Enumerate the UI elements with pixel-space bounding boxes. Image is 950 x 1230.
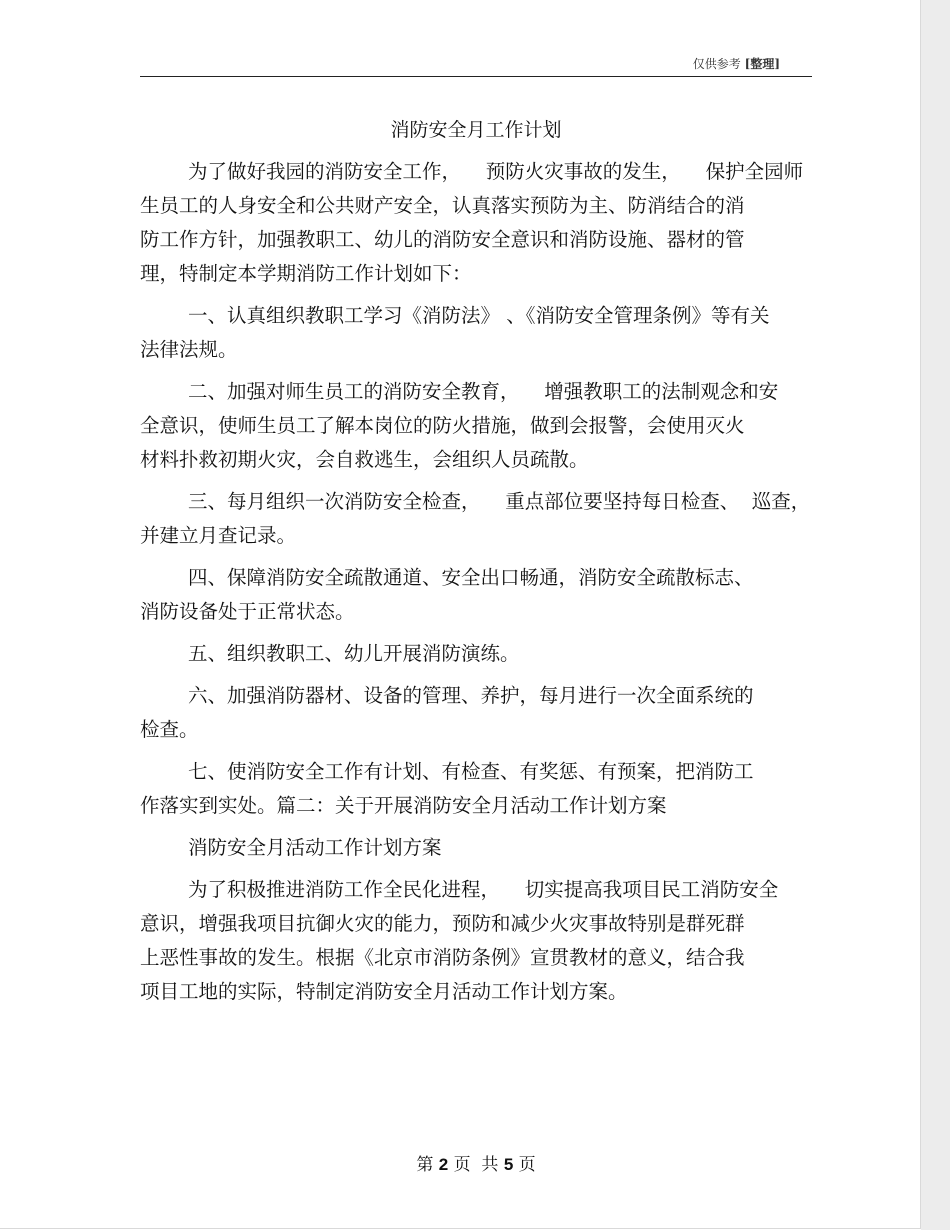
paragraph — [140, 375, 812, 477]
paragraph-gap — [140, 367, 812, 375]
paragraph-gap — [140, 823, 812, 831]
paragraph-line: 项目工地的实际，特制定消防安全月活动工作计划方案。 — [140, 980, 628, 1003]
footer-middle: 页 共 — [448, 1155, 504, 1175]
paragraph — [140, 755, 812, 823]
paragraph-gap — [140, 553, 812, 561]
paragraph-line: 二、加强对师生员工的消防安全教育， 增强教职工的法制观念和安 — [188, 380, 779, 403]
paragraph-line: 四、保障消防安全疏散通道、安全出口畅通，消防安全疏散标志、 — [188, 566, 754, 589]
paragraph-gap — [140, 747, 812, 755]
paragraph — [140, 637, 812, 671]
footer-total-pages: 5 — [503, 1155, 514, 1174]
paragraph-line: 检查。 — [140, 718, 199, 741]
paragraph — [140, 155, 812, 291]
paragraph-line: 并建立月查记录。 — [140, 524, 297, 547]
viewer-gutter — [921, 0, 950, 1230]
paragraph-line: 作落实到实处。篇二：关于开展消防安全月活动工作计划方案 — [140, 794, 667, 817]
paragraph-line: 生员工的人身安全和公共财产安全，认真落实预防为主、防消结合的消 — [140, 194, 745, 217]
paragraph-gap — [140, 477, 812, 485]
header-note — [693, 57, 780, 71]
header-note-text: 仅供参考 — [692, 57, 741, 71]
paragraph-line: 消防设备处于正常状态。 — [140, 600, 355, 623]
paragraph-line: 为了做好我园的消防安全工作， 预防火灾事故的发生， 保护全园师 — [188, 160, 804, 183]
paragraph-line: 法律法规。 — [140, 338, 238, 361]
footer-prefix: 第 — [416, 1155, 439, 1175]
paragraph-gap — [140, 865, 812, 873]
paragraph-line: 六、加强消防器材、设备的管理、养护，每月进行一次全面系统的 — [188, 684, 754, 707]
paragraph — [140, 679, 812, 747]
paragraph-line: 上恶性事故的发生。根据《北京市消防条例》宣贯教材的意义，结合我 — [140, 946, 745, 969]
paragraph — [140, 299, 812, 367]
paragraph-line: 理，特制定本学期消防工作计划如下： — [140, 262, 472, 285]
paragraph-line: 防工作方针，加强教职工、幼儿的消防安全意识和消防设施、器材的管 — [140, 228, 745, 251]
paragraph — [140, 831, 812, 865]
paragraph-line: 消防安全月活动工作计划方案 — [188, 836, 442, 859]
header-note-bracket: [整理] — [744, 57, 780, 71]
paragraph-gap — [140, 671, 812, 679]
paragraph-line: 五、组织教职工、幼儿开展消防演练。 — [188, 642, 520, 665]
paragraph — [140, 561, 812, 629]
paragraph-gap — [140, 629, 812, 637]
paragraph-line: 全意识，使师生员工了解本岗位的防火措施，做到会报警，会使用灭火 — [140, 414, 745, 437]
footer-suffix: 页 — [513, 1155, 536, 1175]
page-footer — [140, 1154, 812, 1176]
paragraph — [140, 873, 812, 1009]
paragraph-line: 三、每月组织一次消防安全检查， 重点部位要坚持每日检查、 巡查， — [188, 490, 811, 513]
document-title: 消防安全月工作计划 — [390, 119, 562, 141]
header-rule — [140, 76, 812, 77]
paragraph-line: 为了积极推进消防工作全民化进程， 切实提高我项目民工消防安全 — [188, 878, 779, 901]
paragraph-line: 意识，增强我项目抗御火灾的能力，预防和减少火灾事故特别是群死群 — [140, 912, 745, 935]
paragraph — [140, 485, 812, 553]
paragraph-gap — [140, 291, 812, 299]
paragraph-line: 一、认真组织教职工学习《消防法》 、《消防安全管理条例》等有关 — [188, 304, 770, 327]
paragraph-line: 材料扑救初期火灾，会自救逃生，会组织人员疏散。 — [140, 448, 589, 471]
footer-current-page: 2 — [438, 1155, 449, 1174]
paragraph-line: 七、使消防安全工作有计划、有检查、有奖惩、有预案，把消防工 — [188, 760, 754, 783]
document-body — [140, 155, 812, 1009]
